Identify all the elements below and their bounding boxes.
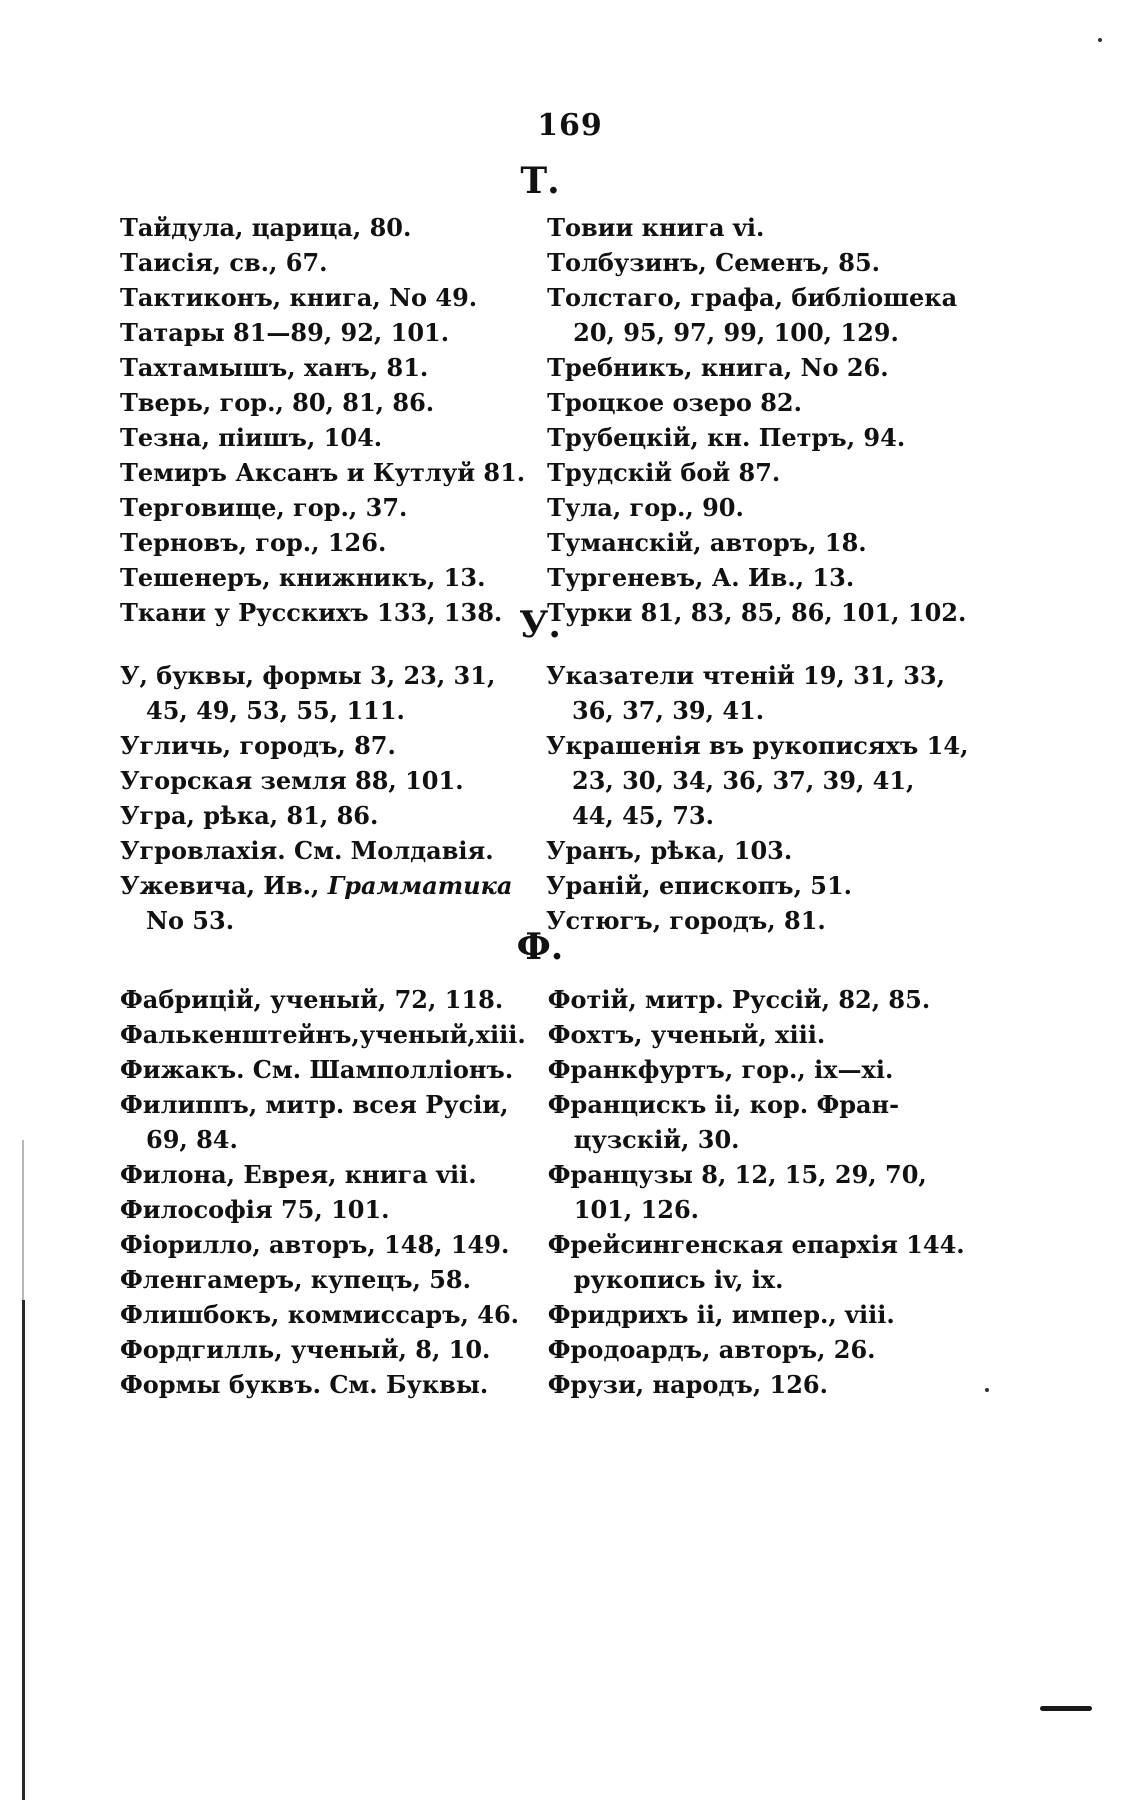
section-f-left-column [120,982,526,1402]
index-entry: Тверь, гор., 80, 81, 86. [120,388,435,417]
index-entry: Франкфуртъ, гор., ix—xi. [547,1055,894,1084]
index-entry: Филона, Еврея, книга vii. [120,1160,477,1189]
index-entry: Требникъ, книга, No 26. [547,353,889,382]
index-entry-continuation: 101, 126. [573,1195,700,1224]
margin-dash-mark [1040,1706,1092,1711]
index-entry: Товии книга vi. [547,213,765,242]
index-entry: Угличь, городъ, 87. [120,731,396,760]
index-entry: Турки 81, 83, 85, 86, 101, 102. [547,598,967,627]
index-entry: Фродоардъ, авторъ, 26. [547,1335,876,1364]
index-entry-continuation: цузскiй, 30. [573,1125,740,1154]
index-entry: Уранъ, рѣка, 103. [546,836,793,865]
section-u-columns [120,658,969,938]
index-entry: Темиръ Аксанъ и Кутлуй 81. [120,458,526,487]
index-entry: Терговище, гор., 37. [120,493,408,522]
index-entry: Фридрихъ ii, импер., viii. [547,1300,895,1329]
index-entry: Французы 8, 12, 15, 29, 70, [547,1160,927,1189]
index-entry: Фижакъ. См. Шамполлiонъ. [120,1055,514,1084]
section-t-right-column [547,210,967,630]
section-u-right-column [546,658,969,938]
index-entry: Трудскiй бой 87. [547,458,781,487]
index-entry: Фрейсингенская епархiя 144. [547,1230,965,1259]
index-entry-continuation: 23, 30, 34, 36, 37, 39, 41, [572,766,915,795]
index-entry: Трубецкiй, кн. Петръ, 94. [547,423,906,452]
section-t-left-column [120,210,525,630]
index-entry: Тула, гор., 90. [547,493,744,522]
index-entry: Филиппъ, митр. всея Русiи, [120,1090,509,1119]
index-entry: Фленгамеръ, купецъ, 58. [120,1265,471,1294]
scan-speck [1098,38,1102,42]
index-entry-continuation: 69, 84. [146,1125,238,1154]
index-entry: Толстаго, графа, библiошека [547,283,958,312]
section-f-right-column [547,982,965,1402]
index-entry: Ткани у Русскихъ 133, 138. [120,598,503,627]
section-heading-t: Т. [520,160,560,202]
index-entry: Таисія, св., 67. [120,248,328,277]
index-entry: Фотiй, митр. Руссiй, 82, 85. [547,985,931,1014]
index-entry: Троцкое озеро 82. [547,388,802,417]
index-entry: Фрузи, народъ, 126. [547,1370,828,1399]
index-entry: Тахтамышъ, ханъ, 81. [120,353,429,382]
index-entry: Тезна, пiишъ, 104. [120,423,383,452]
index-entry: Фабрицiй, ученый, 72, 118. [120,985,504,1014]
index-entry: Фордгилль, ученый, 8, 10. [120,1335,491,1364]
section-t-columns [120,210,967,630]
index-entry: Татары 81—89, 92, 101. [120,318,450,347]
section-heading-u: У. [519,604,561,646]
index-entry: Фохтъ, ученый, xiii. [547,1020,826,1049]
index-entry-continuation: 20, 95, 97, 99, 100, 129. [573,318,899,347]
italic-title: Грамматика [327,871,513,900]
margin-scan-line-faint [22,1140,24,1300]
index-entry: Флишбокъ, коммиссаръ, 46. [120,1300,520,1329]
index-entry: Указатели чтенiй 19, 31, 33, [546,661,945,690]
index-entry: Украшенiя въ рукописяхъ 14, [546,731,969,760]
index-entry-continuation: 44, 45, 73. [572,801,714,830]
index-entry: Угровлахiя. См. Молдавiя. [120,836,494,865]
index-entry: Туманскiй, авторъ, 18. [547,528,867,557]
index-entry: Терновъ, гор., 126. [120,528,387,557]
section-u-left-column [120,658,524,938]
index-entry: Формы буквъ. См. Буквы. [120,1370,489,1399]
index-entry: Тайдула, царица, 80. [120,213,412,242]
index-entry: Устюгъ, городъ, 81. [546,906,826,935]
scan-speck [985,1388,989,1392]
index-entry: Уранiй, епископъ, 51. [546,871,853,900]
index-entry: Тактиконъ, книга, No 49. [120,283,478,312]
index-entry: Толбузинъ, Семенъ, 85. [547,248,881,277]
index-entry-continuation: No 53. [146,906,235,935]
index-entry: Тургеневъ, А. Ив., 13. [547,563,855,592]
index-entry-continuation: 36, 37, 39, 41. [572,696,765,725]
index-entry: У, буквы, формы 3, 23, 31, [120,661,496,690]
index-entry: Угра, рѣка, 81, 86. [120,801,379,830]
index-entry: Тешенеръ, книжникъ, 13. [120,563,486,592]
index-entry-continuation: рукопись iv, ix. [573,1265,784,1294]
index-entry: Францискъ ii, кор. Фран- [547,1090,900,1119]
index-entry: Философiя 75, 101. [120,1195,390,1224]
section-heading-f: Ф. [516,926,564,968]
page-number: 169 [537,108,603,143]
margin-scan-line [22,1300,25,1800]
index-entry: Фалькенштейнъ,ученый,xiii. [120,1020,526,1049]
index-entry: Угорская земля 88, 101. [120,766,464,795]
index-entry: Фiорилло, авторъ, 148, 149. [120,1230,510,1259]
section-f-columns [120,982,965,1402]
index-entry-continuation: 45, 49, 53, 55, 111. [146,696,405,725]
index-entry: Ужевича, Ив., Грамматика [120,871,513,900]
